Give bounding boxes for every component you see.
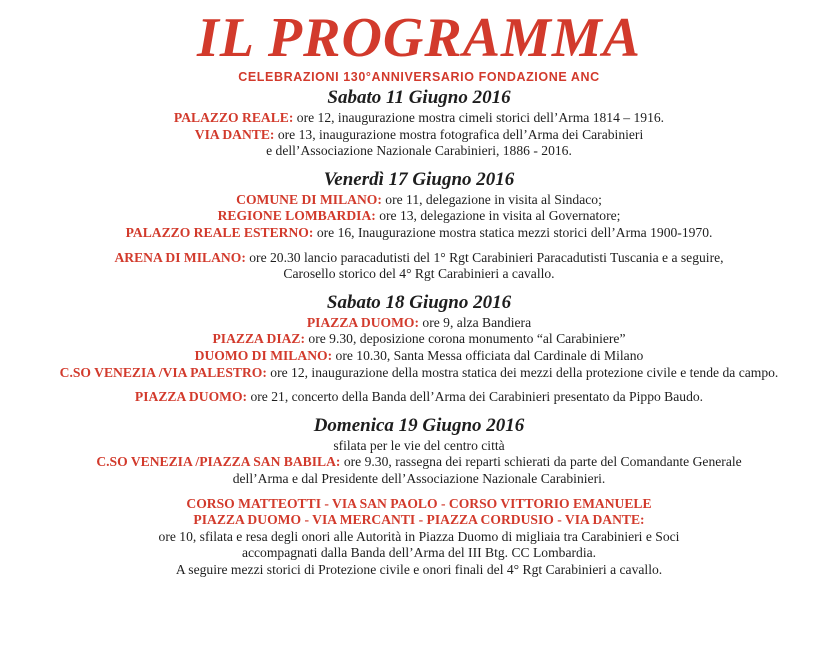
event-text: ore 11, delegazione in visita al Sindaco; <box>381 191 602 207</box>
day-heading-2: Venerdì 17 Giugno 2016 <box>323 168 515 190</box>
spacer <box>0 488 838 496</box>
program-line <box>0 331 838 348</box>
program-line <box>0 496 838 513</box>
program-line <box>0 389 838 406</box>
location-label: VIA DANTE: <box>194 126 275 142</box>
event-text: ore 12, inaugurazione mostra cimeli storici dell’Arma 1814 – 1916. <box>293 110 665 125</box>
location-label: PIAZZA DUOMO: <box>306 314 420 330</box>
page-title: IL PROGRAMMA <box>196 7 641 69</box>
location-label: PIAZZA DUOMO - VIA MERCANTI - PIAZZA CORDUSIO - VIA DANTE: <box>193 512 645 528</box>
location-label: ARENA DI MILANO: <box>114 249 246 265</box>
event-text: ore 9.30, rassegna dei reparti schierati da parte del Comandante Generale <box>340 454 742 470</box>
event-text: ore 13, inaugurazione mostra fotografica dell’Arma dei Carabinieri <box>274 126 644 142</box>
location-label: PIAZZA DIAZ: <box>212 331 306 347</box>
event-text: ore 21, concerto della Banda dell’Arma dei Carabinieri presentato da Pippo Baudo. <box>247 389 704 405</box>
program-line: Carosello storico del 4° Rgt Carabinieri a cavallo. <box>283 266 555 282</box>
program-line <box>0 208 838 225</box>
location-label: PALAZZO REALE ESTERNO: <box>125 224 314 240</box>
location-label: PIAZZA DUOMO: <box>134 389 248 405</box>
spacer <box>0 381 838 389</box>
program-line <box>0 250 838 267</box>
program-line <box>0 110 838 127</box>
location-label: C.SO VENEZIA /VIA PALESTRO: <box>59 364 267 380</box>
location-label: C.SO VENEZIA /PIAZZA SAN BABILA: <box>96 454 341 470</box>
program-line: e dell’Associazione Nazionale Carabinieri, 1886 - 2016. <box>266 143 572 159</box>
program-line: sfilata per le vie del centro città <box>333 437 505 453</box>
spacer <box>0 160 838 168</box>
event-text: ore 9.30, deposizione corona monumento “al Carabiniere” <box>305 331 626 347</box>
location-label: CORSO MATTEOTTI - VIA SAN PAOLO - CORSO VITTORIO EMANUELE <box>186 495 652 511</box>
location-label: DUOMO DI MILANO: <box>194 347 333 363</box>
program-line: A seguire mezzi storici di Protezione civile e onori finali del 4° Rgt Carabinieri a cavallo. <box>175 561 663 577</box>
program-line: ore 10, sfilata e resa degli onori alle Autorità in Piazza Duomo di migliaia tra Carabinieri e Soci <box>158 528 680 544</box>
event-text: ore 16, Inaugurazione mostra statica mezzi storici dell’Arma 1900-1970. <box>313 224 713 240</box>
spacer <box>0 283 838 291</box>
program-line <box>0 454 838 471</box>
location-label: COMUNE DI MILANO: <box>236 191 382 207</box>
program-line: dell’Arma e dal Presidente dell’Associazione Nazionale Carabinieri. <box>232 470 606 486</box>
program-line <box>0 192 838 209</box>
spacer <box>0 242 838 250</box>
event-text: ore 10.30, Santa Messa officiata dal Cardinale di Milano <box>332 347 644 363</box>
program-line <box>0 512 838 529</box>
program-line <box>0 365 838 382</box>
event-text: ore 13, delegazione in visita al Governatore; <box>375 208 621 224</box>
day-heading-3: Sabato 18 Giugno 2016 <box>326 291 512 313</box>
page-subtitle: CELEBRAZIONI 130°ANNIVERSARIO FONDAZIONE ANC <box>238 70 600 84</box>
spacer <box>0 406 838 414</box>
program-line: accompagnati dalla Banda dell’Arma del III Btg. CC Lombardia. <box>241 545 597 561</box>
event-text: ore 12, inaugurazione della mostra statica dei mezzi della protezione civile e tende da campo. <box>266 364 779 380</box>
event-text: ore 9, alza Bandiera <box>419 314 532 330</box>
location-label: REGIONE LOMBARDIA: <box>217 208 376 224</box>
program-line <box>0 315 838 332</box>
program-line <box>0 127 838 144</box>
day-heading-4: Domenica 19 Giugno 2016 <box>313 414 525 436</box>
event-text: ore 20.30 lancio paracadutisti del 1° Rgt Carabinieri Paracadutisti Tuscania e a seguire, <box>245 249 724 265</box>
day-heading-1: Sabato 11 Giugno 2016 <box>327 87 511 108</box>
location-label: PALAZZO REALE: <box>173 110 294 125</box>
program-line <box>0 348 838 365</box>
program-page <box>0 7 838 578</box>
program-line <box>0 225 838 242</box>
